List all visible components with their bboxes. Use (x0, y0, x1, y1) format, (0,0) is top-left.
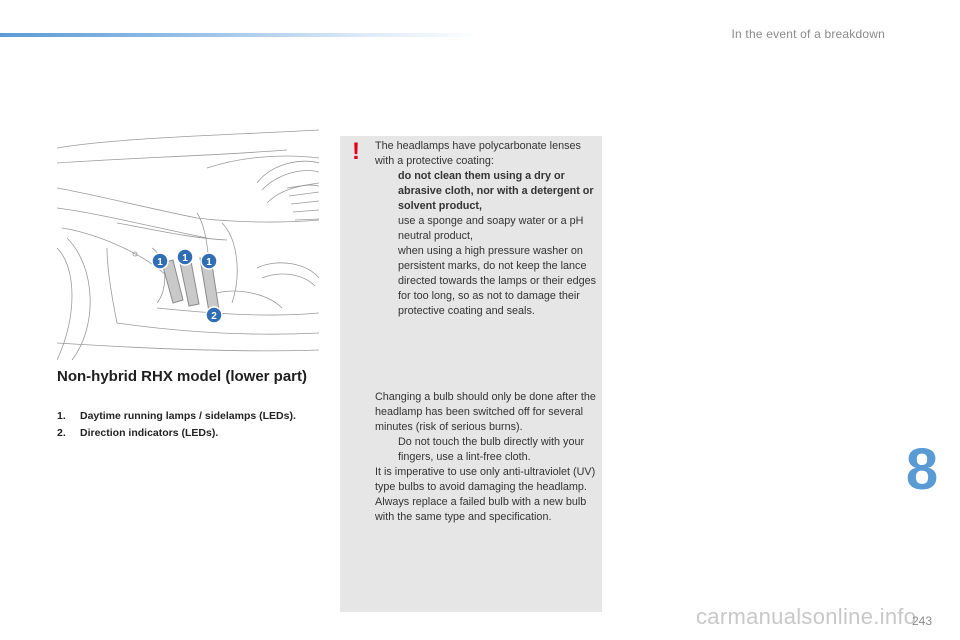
model-heading: Non-hybrid RHX model (lower part) (57, 368, 308, 385)
warning-intro: The headlamps have polycarbonate lenses with a protective coating: (375, 140, 581, 167)
bullet-icon (375, 435, 398, 465)
section-title: In the event of a breakdown (731, 27, 885, 41)
bullet-icon (375, 244, 398, 319)
bullet-icon (375, 214, 398, 244)
info-paragraph: Always replace a failed bulb with a new bulb with the same type and specification. (375, 496, 587, 523)
info-paragraph: Changing a bulb should only be done after the headlamp has been switched off for several minutes (risk of serious burns). (375, 391, 596, 433)
callout-label: 1 (182, 253, 188, 264)
legend-item (57, 409, 307, 423)
warning-bullet-text: use a sponge and soapy water or a pH neutral product, (398, 215, 584, 242)
warning-block (375, 139, 597, 319)
legend-number: 2. (57, 427, 66, 439)
callout-label: 1 (157, 257, 163, 268)
info-bullet (375, 435, 597, 465)
info-paragraph: It is imperative to use only anti-ultraviolet (UV) type bulbs to avoid damaging the headlamp. (375, 466, 596, 493)
legend-number: 1. (57, 410, 66, 422)
legend-text: Direction indicators (LEDs). (80, 427, 219, 439)
callout-label: 1 (206, 257, 212, 268)
warning-bullet (375, 214, 597, 244)
warning-bullet-text: do not clean them using a dry or abrasive cloth, nor with a detergent or solvent product, (398, 170, 594, 212)
warning-bullet (375, 244, 597, 319)
legend-text: Daytime running lamps / sidelamps (LEDs). (80, 410, 296, 422)
legend-item (57, 426, 307, 440)
callout-label: 2 (211, 311, 217, 322)
chapter-number: 8 (905, 437, 939, 502)
info-bullet-text: Do not touch the bulb directly with your fingers, use a lint-free cloth. (398, 436, 585, 463)
legend-list (57, 409, 307, 443)
info-block (375, 390, 597, 525)
warning-bullet (375, 169, 597, 214)
front-lamp-cluster-illustration (57, 128, 319, 360)
bullet-icon (375, 169, 398, 214)
page-number: 243 (912, 614, 933, 628)
warning-icon: ! (352, 138, 360, 165)
warning-bullet-text: when using a high pressure washer on persistent marks, do not keep the lance directed towards the lamps or their edges for too long, so as not to damage their protective coating and seals. (398, 245, 597, 317)
header-accent-bar (0, 33, 480, 37)
watermark: carmanualsonline.info (696, 604, 917, 629)
